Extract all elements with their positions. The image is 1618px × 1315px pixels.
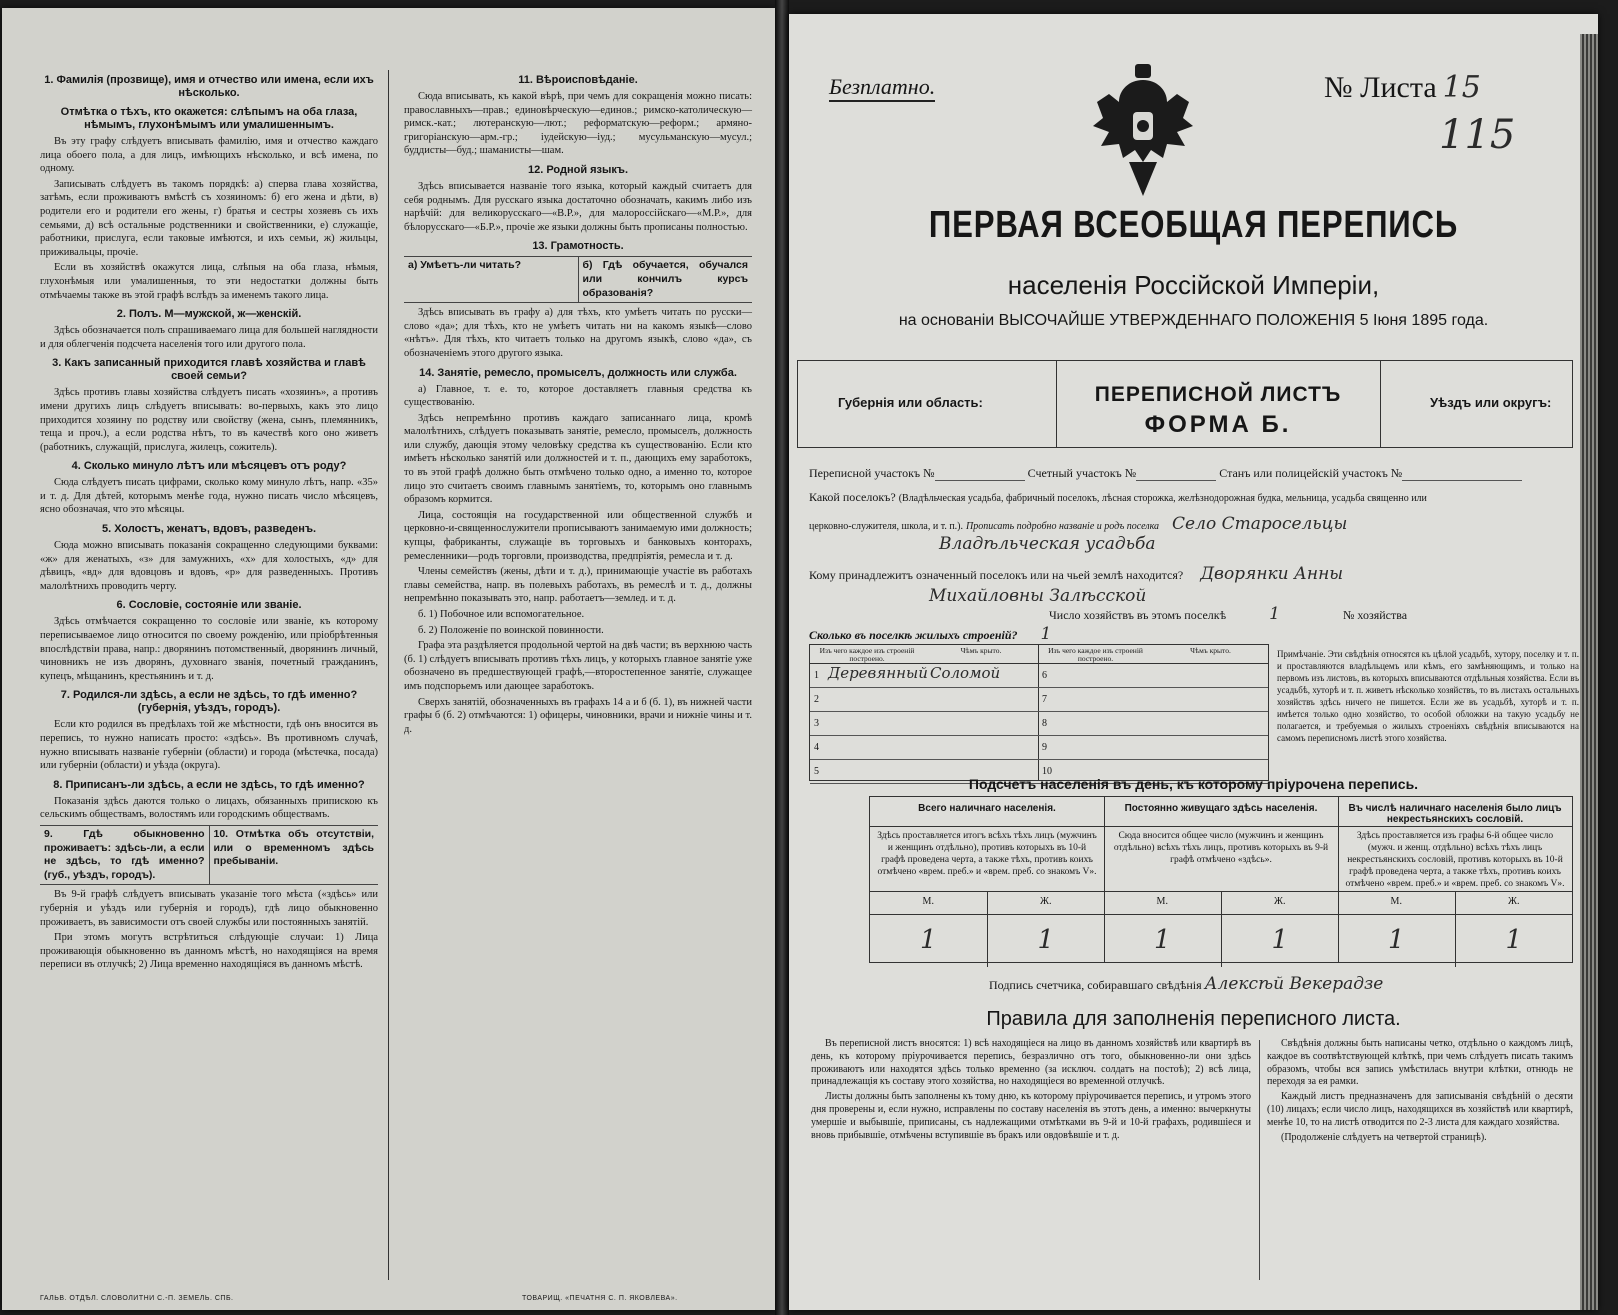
count-column (1104, 797, 1339, 962)
census-district-label: Переписной участокъ № (809, 466, 935, 480)
split-heading-right: 10. Отмѣтка объ отсутствіи, или о временномъ здѣсь пребываніи. (209, 826, 379, 884)
built-of-value: Деревянный (828, 664, 928, 682)
buildings-line (809, 624, 1051, 644)
count-values-row (870, 915, 1104, 967)
paragraph: Здѣсь непремѣнно противъ каждаго записаннаго лица, кромѣ малолѣтнихъ, слѣдуетъ показывать занятіе, ремесло, промыселъ, должность или службу, дающія этому человѣку средства къ существованію. Если кто имѣетъ нѣсколько занятій или должностей и т. п., дающихъ ему заработокъ, то въ этой графѣ должно быть отмѣчено только одно, а именно то, которое лицо это считаетъ своимъ главнымъ занятіемъ, то, которымъ оно главнымъ образомъ кормится. (404, 412, 752, 506)
rules-column-1 (811, 1038, 1251, 1144)
paragraph: Графа эта раздѣляется продольной чертой на двѣ части; въ верхнюю часть (б. 1) слѣдуетъ вписывать противъ тѣхъ лицъ, у которыхъ главное занятіе уже обозначено въ предшествующей графѣ,—второстепенное занятіе, служащее имъ подспорьемъ или дающее заработокъ. (404, 640, 752, 692)
female-count: 1 (1455, 915, 1573, 967)
signature-value: Алексѣй Векерадзе (1204, 974, 1384, 994)
row-number: 10 (1042, 766, 1052, 777)
section-heading: Отмѣтка о тѣхъ, кто окажется: слѣпымъ на оба глаза, нѣмымъ, глухонѣмымъ или умалишеннымъ. (60, 106, 358, 131)
households-label: Число хозяйствъ въ этомъ поселкѣ (1049, 608, 1227, 622)
enumerator-signature-line (989, 974, 1383, 994)
split-heading-left: 9. Гдѣ обыкновенно проживаетъ: здѣсь-ли, а если не здѣсь, то гдѣ именно? (губ., уѣздъ, городъ). (44, 827, 205, 881)
rules-title: Правила для заполненія переписного листа. (986, 1008, 1401, 1030)
section-heading: 5. Холостъ, женатъ, вдовъ, разведенъ. (101, 523, 317, 536)
male-header: М. (1390, 896, 1402, 907)
sheet-number-archive: 115 (1439, 112, 1516, 158)
row-number: 5 (814, 766, 819, 777)
buildings-table-header-right (1038, 645, 1268, 664)
household-no-label: № хозяйства (1342, 608, 1408, 622)
settlement-value: Село Старосельцы (1172, 514, 1348, 534)
section-heading: 11. Вѣроисповѣданіе. (518, 74, 638, 86)
paragraph: а) Главное, т. е. то, которое доставляетъ главныя средства къ существованію. (404, 383, 752, 409)
printer-footer-right: ТОВАРИЩ. «ПЕЧАТНЯ С. П. ЯКОВЛЕВА». (522, 1295, 678, 1302)
households-value: 1 (1269, 604, 1280, 624)
buildings-label: Сколько въ поселкѣ жилыхъ строеній? (809, 628, 1018, 642)
free-label: Безплатно. (829, 74, 935, 102)
sheet-number-label: № Листа (1324, 71, 1437, 104)
uezd-cell (1380, 361, 1572, 447)
section-heading: 4. Сколько минуло лѣтъ или мѣсяцевъ отъ роду? (71, 460, 347, 473)
column-divider (388, 70, 389, 1280)
rules-paragraph: Свѣдѣнія должны быть написаны четко, отдѣльно о каждомъ лицѣ, каждое въ соотвѣтствующей клѣткѣ, при чемъ слѣдуетъ писать такимъ образомъ, чтобы вся запись умѣстилась внутри клѣтки, отнюдь не переходя за ея рамки. (1267, 1038, 1573, 1088)
paragraph: Здѣсь вписывать въ графу а) для тѣхъ, кто умѣетъ читать по русски—слово «да»; для тѣхъ, кто не умѣетъ читать ни на какомъ языкѣ—слово «нѣтъ». Для тѣхъ, кто читаетъ только на другомъ языкѣ, слово «да», съ обозначеніемъ этого другого языка. (404, 307, 752, 359)
section-heading: 13. Грамотность. (532, 240, 624, 253)
paragraph: Члены семействъ (жены, дѣти и т. д.), принимающіе участіе въ работахъ главы семейства, напр. въ полевыхъ работахъ, въ ремеслѣ и т. д., должны непремѣнно показывать это, напр. работаетъ—землед. и т. д. (404, 566, 752, 605)
rules-paragraph: Въ переписной листъ вносятся: 1) всѣ находящіеся на лицо въ данномъ хозяйствѣ или квартирѣ въ день, къ которому пріурочивается перепись, безразлично отъ того, обыкновенно-ли они здѣсь проживаютъ или находятся здѣсь только временно (за исключ. солдатъ на постоѣ); 2) всѣ лица, принадлежащія къ составу этого хозяйства, но находящіеся во временной отлучкѣ. (811, 1038, 1251, 1088)
counting-district-label: Счетный участокъ № (1027, 466, 1137, 480)
header-box (797, 360, 1573, 448)
count-column (1338, 797, 1572, 962)
sheet-number-value: 15 (1442, 70, 1481, 105)
buildings-table (809, 644, 1269, 781)
paragraph: Здѣсь вписывается названіе того языка, который каждый считаетъ для себя роднымъ. Для русскаго языка достаточно обозначать, какимъ либо изъ нарѣчій: для великорусскаго—«В.Р.», для малороссійскаго—«М.Р.», для бѣлорусскаго—«Б.Р.», прочіе же языки должны быть прописаны полностью. (404, 180, 752, 233)
paragraph: Если въ хозяйствѣ окажутся лица, слѣпыя на оба глаза, нѣмыя, глухонѣмыя или умалишенныя, то эти недостатки должны быть отмѣчаемы также въ этой графѣ вслѣдъ за именемъ такого лица. (40, 262, 378, 301)
uezd-label: Уѣздъ или округъ: (1430, 395, 1552, 410)
paragraph: При этомъ могутъ встрѣтиться слѣдующіе случаи: 1) Лица проживающія обыкновенно въ данномъ мѣстѣ, но находящіяся на время переписи въ отлучкѣ; 2) Лица временно находящіяся въ данномъ мѣстѣ. (40, 932, 378, 971)
paragraph: б. 1) Побочное или вспомогательное. (418, 609, 585, 620)
paragraph: Здѣсь обозначается полъ спрашиваемаго лица для большей наглядности и для облегченія подсчета населенія того или другого пола. (40, 325, 378, 350)
female-header: Ж. (987, 892, 1105, 914)
paragraph: Въ 9-й графѣ слѣдуетъ вписывать указаніе того мѣста («здѣсь» или губернія и уѣздъ или губернія и городъ), гдѣ лицо обыкновенно проживаетъ, въ зависимости отъ своей службы или постоянныхъ занятій. (40, 889, 378, 928)
page-edges (1580, 34, 1598, 1310)
population-count-table (869, 796, 1573, 963)
settlement-value-2: Владѣльческая усадьба (939, 534, 1156, 554)
row-number: 6 (1042, 670, 1047, 681)
table-row (810, 664, 1038, 688)
roof-header: Чѣмъ крыто. (960, 646, 1002, 655)
split-heading (40, 825, 378, 885)
table-row (1038, 664, 1268, 688)
owner-line (809, 564, 1343, 584)
count-column-description: Здѣсь проставляется изъ графы 6-й общее число (мужч. и женщ. отдѣльно) всѣхъ тѣхъ лицъ некрестьянскихъ сословій, противъ которыхъ въ 10-й графѣ проведена черта, а также тѣхъ, противъ коихъ отмѣчено «врем. преб.» и «врем. преб. со знакомъ V». (1338, 827, 1572, 892)
male-header: М. (922, 896, 934, 907)
count-column (870, 797, 1105, 962)
row-number: 3 (814, 718, 819, 729)
paragraph: б. 2) Положеніе по воинской повинности. (418, 624, 604, 636)
legal-basis: на основаніи ВЫСОЧАЙШЕ УТВЕРЖДЕННАГО ПОЛОЖЕНІЯ 5 Іюня 1895 года. (898, 312, 1489, 329)
stan-label: Станъ или полицейскій участокъ № (1219, 466, 1403, 480)
built-of-header: Изъ чего каждое изъ строеній построено. (819, 646, 915, 663)
left-page (2, 8, 775, 1310)
female-count: 1 (1221, 915, 1339, 967)
female-header: Ж. (1221, 892, 1339, 914)
section-heading: 2. Полъ. М—мужской, ж—женскій. (116, 308, 302, 321)
row-number: 9 (1042, 742, 1047, 753)
settlement-hint-3: Прописать подробно названіе и родъ поселка (966, 521, 1160, 532)
instructions-column-2 (404, 68, 752, 738)
settlement-line-2 (809, 514, 1347, 534)
paragraph: Здѣсь отмѣчается сокращенно то сословіе или званіе, къ которому переписываемое лицо относится по своему рожденію, или пріобрѣтенныя впослѣдствіи права, напр.: дворянинъ потомственный, дворянинъ личный, чиновникъ не изъ дворянъ, духовнаго званія, почетный гражданинъ, купецъ, мѣщанинъ, крестьянинъ и т. д. (40, 616, 378, 682)
count-values-row (1338, 915, 1572, 967)
settlement-hint-2: церковно-служителя, школа, и т. п.). (809, 521, 963, 532)
paragraph: Здѣсь противъ главы хозяйства слѣдуетъ писать «хозяинъ», а противъ имени другихъ лицъ слѣдуетъ вписывать: во-первыхъ, какъ это лицо приходится хозяину по родству или свойству (жена, сынъ, племянникъ, теща и проч.), а если родства нѣтъ, то въ качествѣ кого оно живетъ (работникъ, служащій, прислуга, жилецъ, сожитель). (40, 387, 378, 453)
roof-header-right: Чѣмъ крыто. (1190, 646, 1231, 655)
sex-header-row (870, 892, 1104, 915)
document-title: ПЕРВАЯ ВСЕОБЩАЯ ПЕРЕПИСЬ (928, 204, 1459, 246)
count-column-heading: Въ числѣ наличнаго населенія было лицъ некрестьянскихъ сословій. (1338, 797, 1572, 827)
note-text: Примѣчаніе. Эти свѣдѣнія относятся къ цѣлой усадьбѣ, хутору, поселку и т. п. и проставляются владѣльцемъ или кѣмъ, его замѣняющимъ, и только на первомъ изъ листовъ, въ которыхъ вписываются отдѣльныя хозяйства. Если въ усадьбѣ, хуторѣ и т. п. живетъ нѣсколько хозяйствъ, то въ листахъ остальныхъ хозяйствъ здѣсь ничего не пишется. Если же въ усадьбѣ, хуторѣ и т. п. имѣется только одно хозяйство, то особой обложки на такую усадьбу не полагается, и требуемыя о жилыхъ строеніяхъ свѣдѣнія вписываются на самомъ переписномъ листѣ этого хозяйства. (1277, 649, 1579, 743)
section-heading: 3. Какъ записанный приходится главѣ хозяйства и главѣ своей семьи? (52, 357, 366, 383)
paragraph: Въ эту графу слѣдуетъ вписывать фамилію, имя и отчество каждаго лица обоего пола, а для лицъ, имѣющихъ нѣсколько, и всѣ имена, по одному. (40, 136, 378, 175)
table-row (1038, 712, 1268, 736)
settlement-line (809, 490, 1427, 505)
owner-label: Кому принадлежитъ означенный поселокъ или на чьей землѣ находится? (809, 568, 1184, 582)
owner-line-2 (929, 586, 1146, 606)
paragraph: Если кто родился въ предѣлахъ той же мѣстности, гдѣ онъ вносится въ перепись, то нужно написать просто: «здѣсь». Въ противномъ случаѣ, нужно вписывать названіе губерніи (области) и города (мѣстечка, посада) или губерніи (области) и уѣзда (округа). (40, 719, 378, 772)
female-header: Ж. (1455, 892, 1573, 914)
right-page (789, 14, 1598, 1310)
roof-value: Соломой (930, 664, 1001, 682)
male-header: М. (1156, 896, 1168, 907)
owner-value: Дворянки Анны (1200, 564, 1344, 584)
section-heading: 7. Родился-ли здѣсь, а если не здѣсь, то гдѣ именно? (губернія, уѣздъ, городъ). (60, 689, 358, 715)
settlement-hint: (Владѣльческая усадьба, фабричный поселокъ, лѣсная сторожка, желѣзнодорожная будка, мельница, усадьба священно или (898, 493, 1427, 504)
guberniya-label: Губернія или область: (838, 395, 983, 410)
table-row (1038, 688, 1268, 712)
row-number: 1 (814, 670, 819, 681)
male-count: 1 (919, 925, 937, 955)
population-count-title: Подсчетъ населенія въ день, къ которому пріурочена перепись. (968, 776, 1419, 792)
row-number: 4 (814, 742, 819, 753)
split-heading (404, 256, 752, 303)
printer-footer-left: ГАЛЬВ. ОТДѢЛ. СЛОВОЛИТНИ С.-П. ЗЕМЕЛЬ. СПБ. (40, 1295, 234, 1302)
paragraph: Сюда можно вписывать показанія сокращенно следующими буквами: «ж» для женатыхъ, «з» для замужнихъ, «х» для холостыхъ, «д» для дѣвицъ, «вд» для вдовцовъ и вдовъ, «р» для разведенныхъ. Противъ малолѣтнихъ проводить черту. (40, 540, 378, 592)
buildings-table-left (810, 645, 1039, 780)
section-heading: 8. Приписанъ-ли здѣсь, а если не здѣсь, то гдѣ именно? (53, 778, 365, 791)
count-column-description: Сюда вносится общее число (мужчинъ и женщинъ отдѣльно) всѣхъ тѣхъ лицъ, противъ которыхъ въ 9-й графѣ отмѣчено «здѣсь». (1104, 827, 1338, 892)
owner-value-2: Михайловны Залѣсской (929, 586, 1147, 606)
paragraph: Показанія здѣсь даются только о лицахъ, обязанныхъ припискою къ сельскимъ обществамъ, волостямъ или городскимъ обществамъ. (40, 795, 378, 821)
settlement-line-3 (939, 534, 1155, 554)
table-row (1038, 736, 1268, 760)
male-count: 1 (1153, 925, 1171, 955)
paragraph: Сюда слѣдуетъ писать цифрами, сколько кому минуло лѣтъ, напр. «35» и т. д. Для дѣтей, которымъ менѣе года, нужно писать число мѣсяцевъ, ясно обозначая, что это мѣсяцы. (40, 477, 378, 516)
settlement-label: Какой поселокъ? (809, 490, 896, 504)
count-column-heading: Всего наличнаго населенія. (870, 797, 1104, 827)
sex-header-row (1104, 892, 1338, 915)
paragraph: Сверхъ занятій, обозначенныхъ въ графахъ 14 а и б (б. 1), въ нижней части графы б (б. 2) отмѣчаются: 1) офицеры, чиновники, врачи и нижніе чины и т. д. (404, 696, 752, 735)
rules-column-2 (1267, 1038, 1573, 1146)
sex-header-row (1338, 892, 1572, 915)
buildings-value: 1 (1040, 624, 1052, 644)
paragraph: Сюда вписывать, къ какой вѣрѣ, при чемъ для сокращенія можно писать: православныхъ—прав.; единовѣрческую—единов.; римско-католическую—римск.-кат.; лютеранскую—лют.; реформатскую—реформ.; армяно-григоріанскую—арм.-гр.; іудейскую—іуд.; мусульманскую—мусул.; буддисты—буд.; шаманисты—шам. (404, 91, 752, 157)
rules-divider (1259, 1040, 1260, 1280)
count-column-description: Здѣсь проставляется итогъ всѣхъ тѣхъ лицъ (мужчинъ и женщинъ отдѣльно), противъ которыхъ въ 10-й графѣ проведена черта, а также тѣхъ, противъ коихъ отмѣчено «врем. преб.» и «врем. преб. со знакомъ V». (870, 827, 1104, 892)
section-heading: 1. Фамилія (прозвище), имя и отчество или имена, если ихъ нѣсколько. (44, 74, 374, 99)
built-of-header-right: Изъ чего каждое изъ строеній построено. (1048, 646, 1143, 663)
rules-paragraph: Каждый листъ предназначенъ для записыванія свѣдѣній о десяти (10) лицахъ; если число лицъ, находящихся въ хозяйствѣ или квартирѣ, менѣе 10, то на листѣ отводится по 2-3 листа для каждаго хозяйства. (1267, 1091, 1573, 1128)
document-subtitle: населенія Россійской Имперіи, (1007, 270, 1380, 300)
female-count: 1 (987, 915, 1105, 967)
sheet-number (1324, 70, 1481, 105)
book-spine (775, 0, 789, 1315)
buildings-table-right (1038, 645, 1268, 780)
double-headed-eagle-emblem (1089, 62, 1197, 202)
section-heading: 14. Занятіе, ремесло, промыселъ, должность или служба. (419, 366, 737, 379)
households-line (1049, 604, 1407, 624)
rules-paragraph: Листы должны быть заполнены къ тому дню, къ которому пріурочивается перепись, и утромъ этого дня проверены и, если нужно, исправлены по составу населенія въ этотъ день, а именно: вычеркнуты умершіе и выбывшіе, приписаны, съ надлежащими отмѣтками въ 9-й и 10-й графахъ, родившіеся и вновь прибывшіе, отмѣчены вступившіе въ бракъ или овдовѣвшіе и т. д. (811, 1091, 1251, 1141)
district-line (809, 466, 1522, 481)
section-heading: 12. Родной языкъ. (527, 163, 628, 176)
instructions-column-1 (40, 68, 378, 974)
sheet-title-cell (1056, 361, 1381, 447)
row-number: 7 (1042, 694, 1047, 705)
male-count: 1 (1387, 925, 1405, 955)
paragraph: Записывать слѣдуетъ въ такомъ порядкѣ: а) сперва глава хозяйства, затѣмъ, если проживаютъ вмѣстѣ съ хозяиномъ: б) его жена и дѣти, в) родители его и родители его жены, г) братья и сестры хозяевъ съ ихъ семьями, д) всѣ остальные родственники и свойственники, е) служащіе, работники, прислуга, если таковые имѣются, и ихъ семьи, ж) жильцы, приживальцы, прочіе. (40, 178, 378, 258)
split-heading-right: б) Гдѣ обучается, обучался или кончилъ курсъ образованія? (578, 257, 753, 302)
sheet-title: ПЕРЕПИСНОЙ ЛИСТЪ (1094, 383, 1342, 406)
form-label: ФОРМА Б. (1144, 411, 1292, 438)
table-row (810, 688, 1038, 712)
count-values-row (1104, 915, 1338, 967)
row-number: 2 (814, 694, 819, 705)
split-heading-left: а) Умѣетъ-ли читать? (408, 259, 521, 272)
buildings-table-header (810, 645, 1038, 664)
table-row (810, 712, 1038, 736)
paragraph: Лица, состоящія на государственной или общественной службѣ и церковно-и-священнослужители прописываютъ занимаемую ими должность; купцы, фабриканты, служащіе въ торговыхъ и банковыхъ конторахъ, ремесленники—родъ торговли, производства, предпріятія, ремесла и т. д. (404, 509, 752, 562)
section-heading: 6. Сословіе, состояніе или званіе. (116, 599, 302, 612)
guberniya-cell (798, 361, 1057, 447)
count-column-heading: Постоянно живущаго здѣсь населенія. (1104, 797, 1338, 827)
rules-paragraph: (Продолженіе слѣдуетъ на четвертой страницѣ). (1281, 1131, 1487, 1143)
signature-label: Подпись счетчика, собиравшаго свѣдѣнія (989, 978, 1202, 992)
row-number: 8 (1042, 718, 1047, 729)
table-row (810, 736, 1038, 760)
